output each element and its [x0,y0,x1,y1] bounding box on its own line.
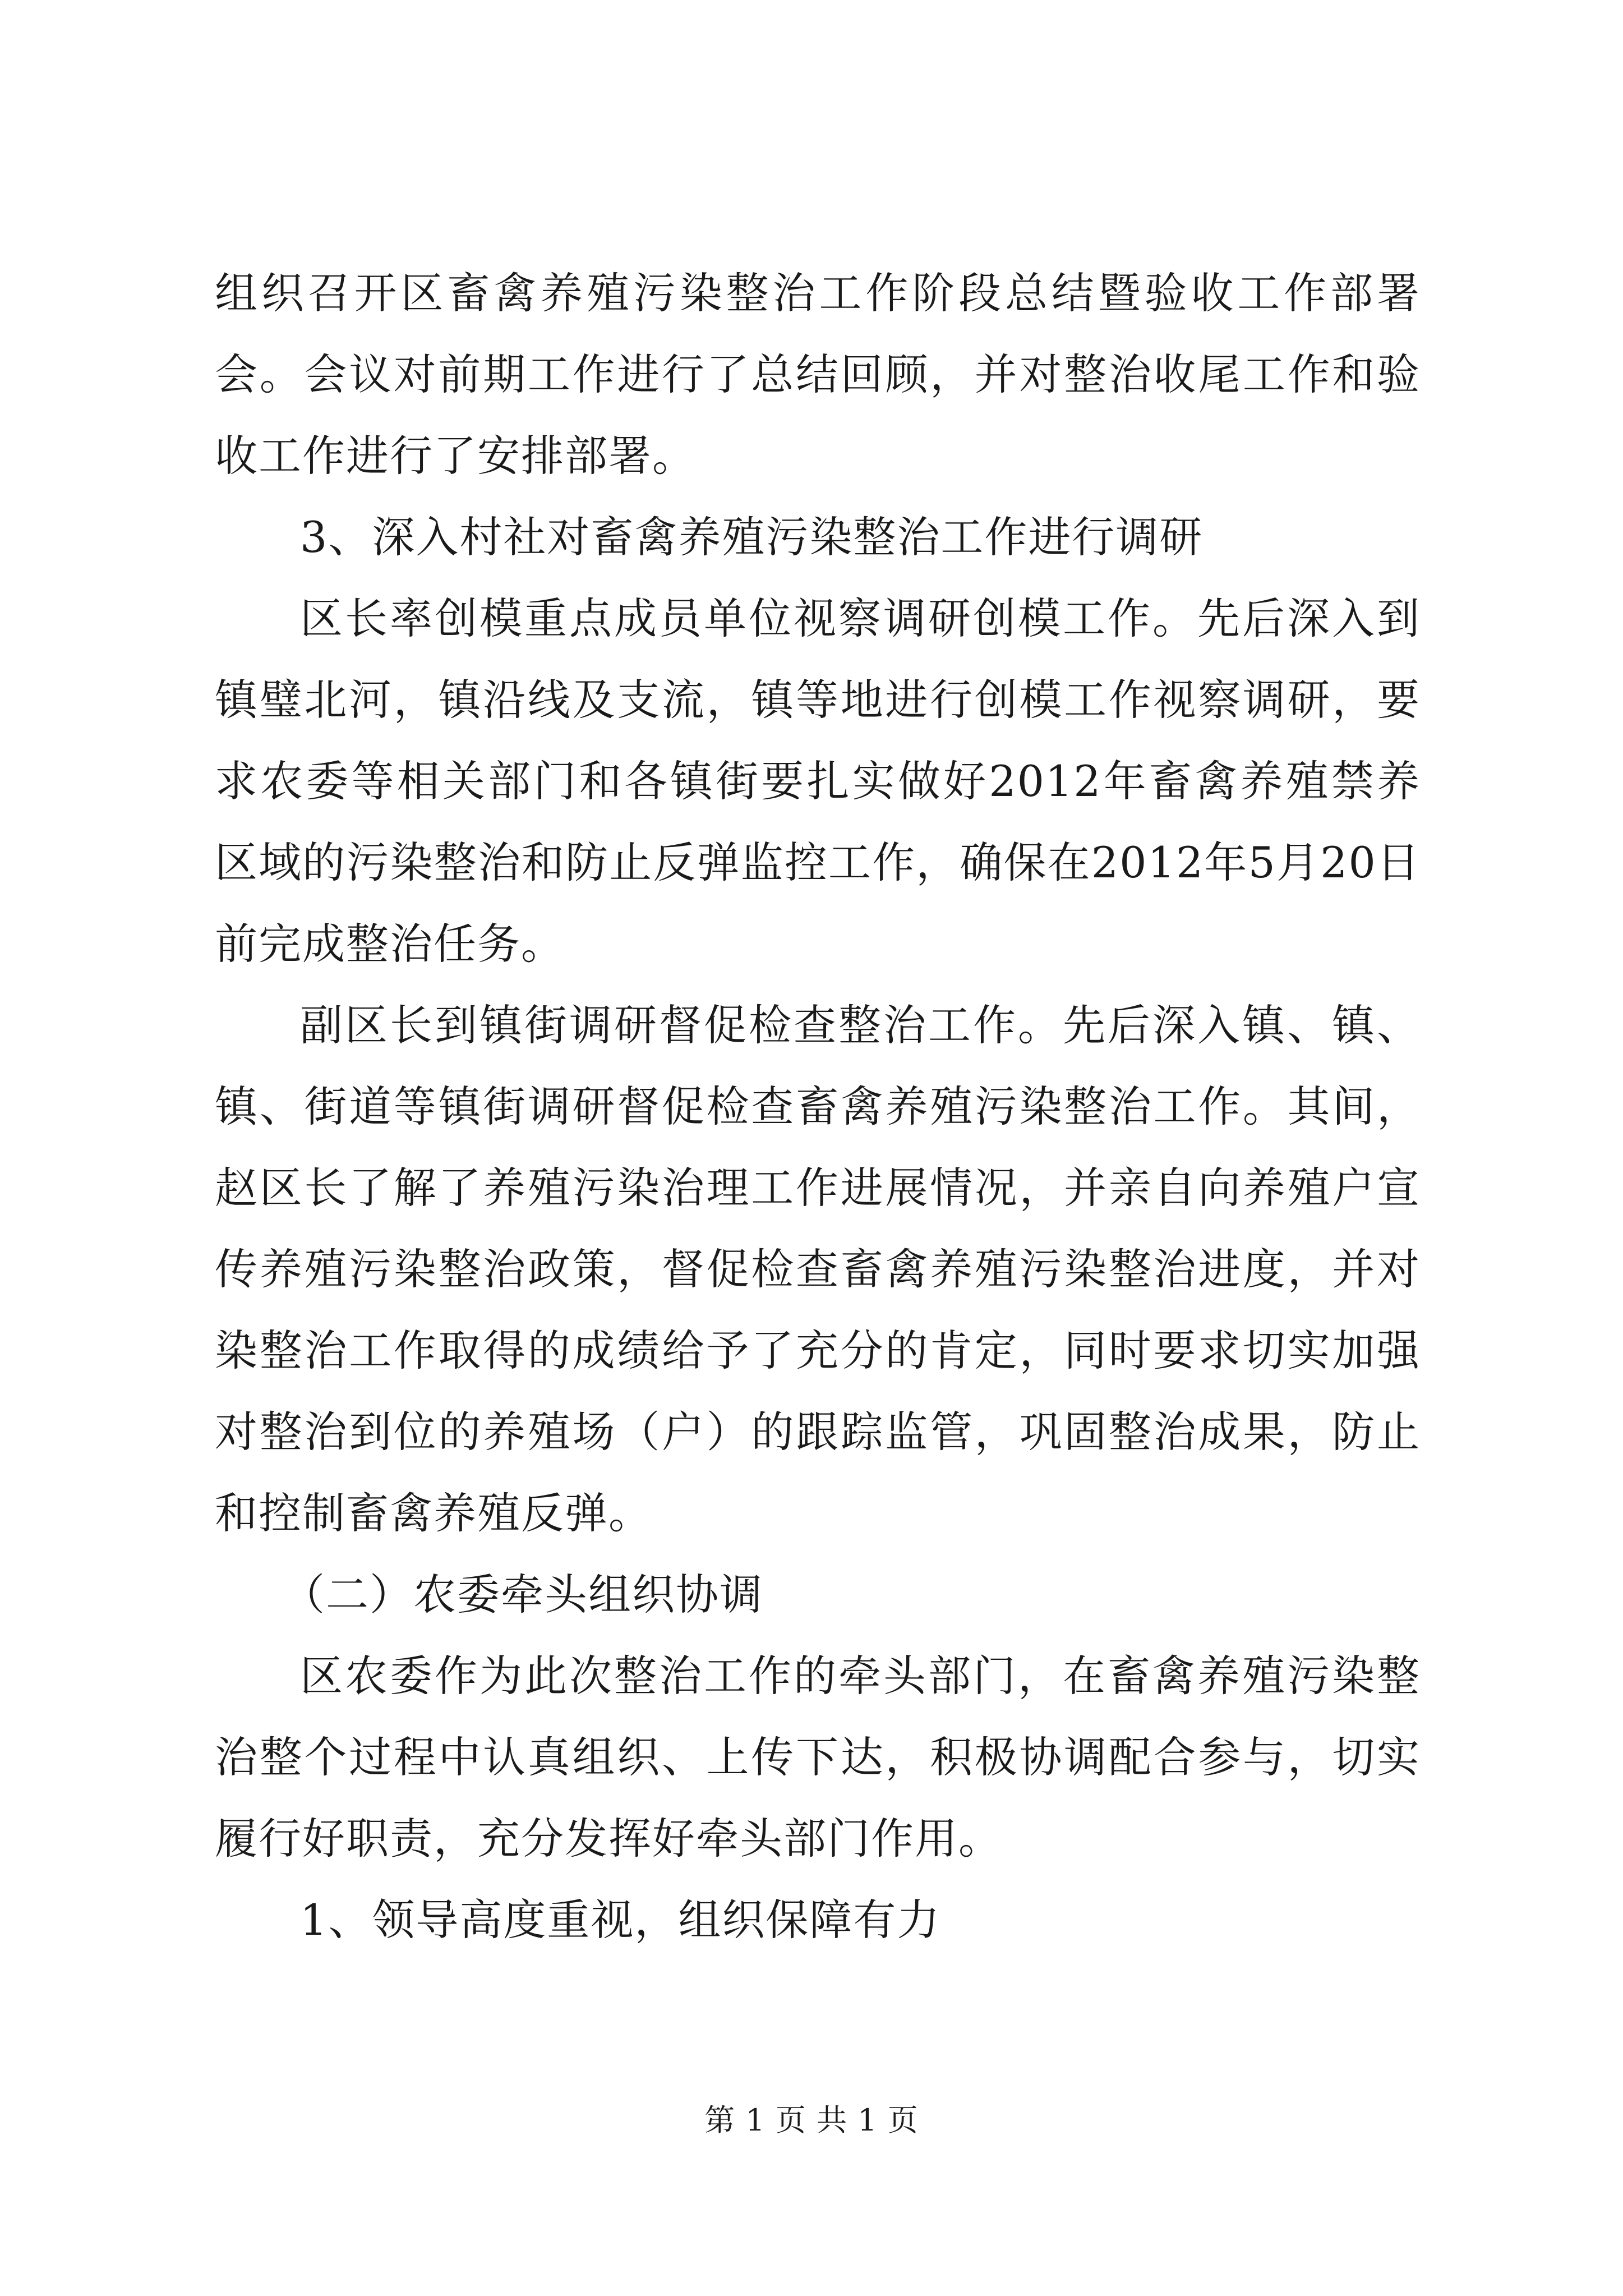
page-footer: 第 1 页 共 1 页 [704,2102,919,2138]
heading-research: 3、深入村社对畜禽养殖污染整治工作进行调研 [300,512,1204,562]
paragraph-agriculture-committee-role: 区农委作为此次整治工作的牵头部门，在畜禽养殖污染整治整个过程中认真组织、上传下达，积极协调配合参与，切实履行好职责，充分发挥好牵头部门作用。 [215,1651,1421,1864]
heading-agriculture-committee: （二）农委牵头组织协调 [282,1570,763,1619]
document-body [215,252,1421,1961]
paragraph-district-head-inspection: 区长率创模重点成员单位视察调研创模工作。先后深入到镇璧北河，镇沿线及支流，镇等地进行创模工作视察调研，要求农委等相关部门和各镇街要扎实做好2012年畜禽养殖禁养区域的污染整治和防止反弹监控工作，确保在2012年5月20日前完成整治任务。 [215,593,1421,969]
heading-leadership: 1、领导高度重视，组织保障有力 [300,1895,941,1945]
paragraph-deputy-head-inspection: 副区长到镇街调研督促检查整治工作。先后深入镇、镇、镇、街道等镇街调研督促检查畜禽养殖污染整治工作。其间，赵区长了解了养殖污染治理工作进展情况，并亲自向养殖户宣传养殖污染整治政策，督促检查畜禽养殖污染整治进度，并对染整治工作取得的成绩给予了充分的肯定，同时要求切实加强对整治到位的养殖场（户）的跟踪监管，巩固整治成果，防止和控制畜禽养殖反弹。 [215,1000,1421,1538]
paragraph-meeting-summary: 组织召开区畜禽养殖污染整治工作阶段总结暨验收工作部署会。会议对前期工作进行了总结回顾，并对整治收尾工作和验收工作进行了安排部署。 [215,268,1421,481]
